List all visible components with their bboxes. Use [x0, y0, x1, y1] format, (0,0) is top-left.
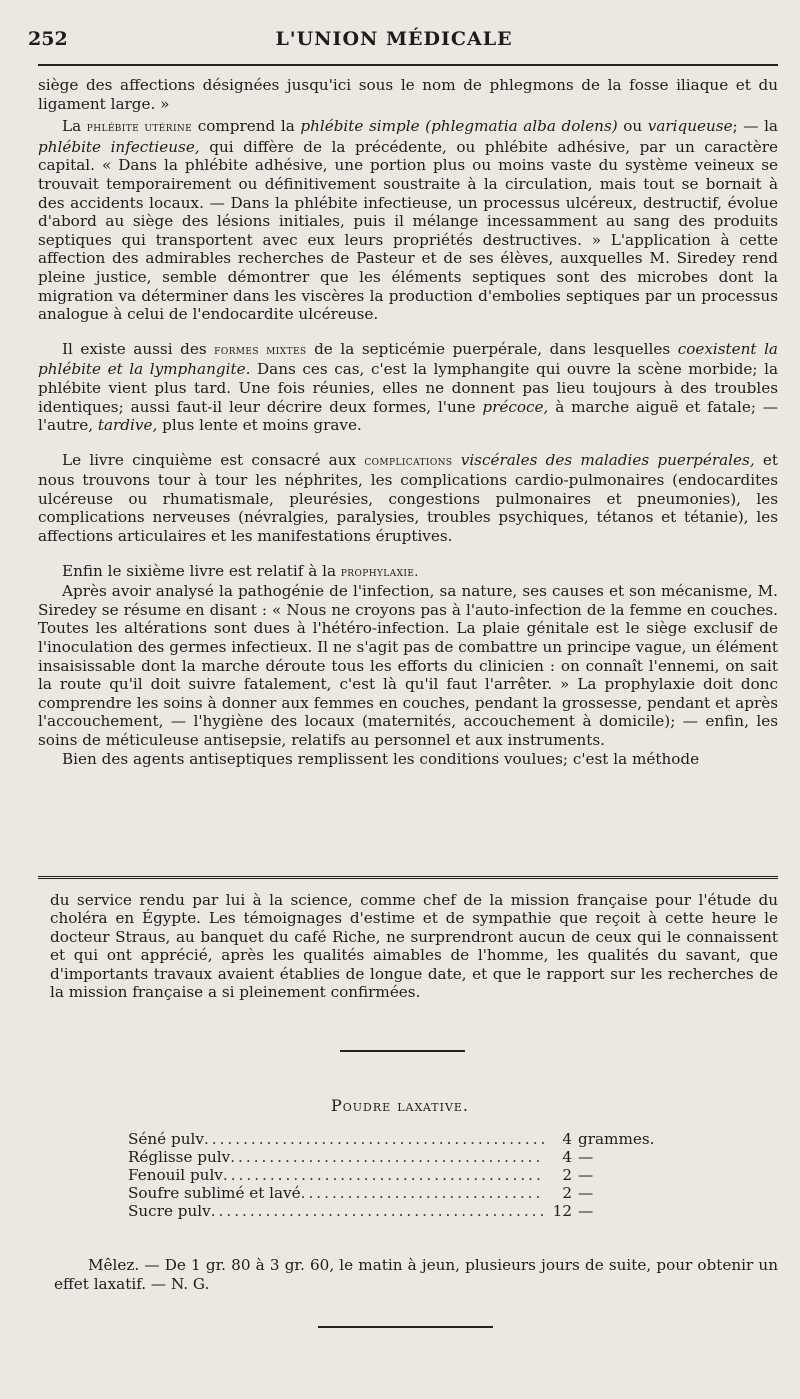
- notice-text: du service rendu par lui à la science, comme chef de la mission française pour l'étude du choléra en Égypte. Les témoignages d'estime et de sympathie que reçoit à cette heure le docteur Straus, au banquet du café Riche, ne surprendront aucun de ceux qui le connaissent et qui ont apprécié, après les qualités aimables de l'homme, les qualités du savant, que d'importants travaux avaient établies de longue date, et que le rapport sur les recherches de la mission française a si pleinement confirmées.: [50, 891, 778, 1002]
- ingredient-row: Fenouil pulv ..... 2 —: [128, 1166, 688, 1184]
- paragraph-4: Le livre cinquième est consacré aux complications viscérales des maladies puerpérales, et nous trouvons tour à tour les néphrites, les complications cardio-pulmonaires (endocardites ulcéreuse ou rhumatismale, pleurésies, congestions pulmonaires et pneumonies), les complications nerveuses (névralgies, paralysies, troubles psychiques, tétanos et tétanie), les affections articulaires et les manifestations éruptives.: [38, 450, 778, 546]
- recipe-ingredients: [128, 1130, 688, 1220]
- paragraph-7: Bien des agents antiseptiques remplissent les conditions voulues; c'est la méthode: [62, 749, 700, 768]
- paragraph-5: Enfin le sixième livre est relatif à la prophylaxie.: [62, 561, 419, 580]
- notice-end-rule: [340, 1050, 465, 1052]
- recipe-title: Poudre laxative.: [330, 1096, 470, 1115]
- ingredient-row: Réglisse pulv ..... 4 —: [128, 1148, 688, 1166]
- ingredient-row: Soufre sublimé et lavé ..... 2 —: [128, 1184, 688, 1202]
- ingredient-row: Séné pulv ..... 4 grammes.: [128, 1130, 688, 1148]
- running-title: L'UNION MÉDICALE: [275, 28, 513, 50]
- end-rule: [318, 1326, 493, 1328]
- recipe-instructions: [54, 1256, 778, 1294]
- article-body: [38, 76, 778, 768]
- instructions-text: Mêlez. — De 1 gr. 80 à 3 gr. 60, le matin à jeun, plusieurs jours de suite, pour obtenir un effet laxatif. — N. G.: [54, 1256, 778, 1293]
- section-divider: [38, 876, 778, 879]
- header-rule: [38, 64, 778, 66]
- page-number: 252: [28, 28, 68, 50]
- ingredient-row: Sucre pulv ..... 12 —: [128, 1202, 688, 1220]
- paragraph-6: Après avoir analysé la pathogénie de l'infection, sa nature, ses causes et son mécanisme, M. Siredey se résume en disant : « Nous ne croyons pas à l'auto-infection de la femme en couches. Toutes les altérations sont dues à l'hétéro-infection. La plaie génitale est le siège exclusif de l'inoculation des germes infectieux. Il ne s'agit pas de combattre un principe vague, un élément insaisissable dont la marche déroute tous les efforts du clinicien : on connaît l'ennemi, on sait la route qu'il doit suivre fatalement, c'est là qu'il faut l'arrêter. » La prophylaxie doit donc comprendre les soins à donner aux femmes en couches, pendant la grossesse, pendant et après l'accouchement, — l'hygiène des locaux (maternités, accouchement à domicile); — enfin, les soins de méticuleuse antisepsie, relatifs au personnel et aux instruments.: [38, 582, 778, 749]
- paragraph-3: Il existe aussi des formes mixtes de la septicémie puerpérale, dans lesquelles coexistent la phlébite et la lymphangite. Dans ces cas, c'est la lymphangite qui ouvre la scène morbide; la phlébite vient plus tard. Une fois réunies, elles ne donnent pas lieu toujours à des troubles identiques; aussi faut-il leur décrire deux formes, l'une précoce, à marche aiguë et fatale; — l'autre, tardive, plus lente et moins grave.: [38, 339, 778, 435]
- paragraph-1: siège des affections désignées jusqu'ici sous le nom de phlegmons de la fosse iliaque et du ligament large. »: [38, 76, 778, 113]
- paragraph-2: La phlébite utérine comprend la phlébite simple (phlegmatia alba dolens) ou variqueuse; — la phlébite infectieuse, qui diffère de la précédente, ou phlébite adhésive, par un caractère capital. « Dans la phlébite adhésive, une portion plus ou moins vaste du système veineux se trouvait temporairement ou définitivement soustraite à la circulation, mais tout se bornait à des accidents locaux. — Dans la phlébite infectieuse, un processus ulcéreux, destructif, évolue d'abord au siège des lésions initiales, puis il mélange incessamment au sang des produits septiques qui transportent avec eux leurs propriétés destructives. » L'application à cette affection des admirables recherches de Pasteur et de ses élèves, auxquelles M. Siredey rend pleine justice, semble démontrer que les éléments septiques sont des microbes dont la migration va déterminer dans les viscères la production d'embolies septiques par un processus analogue à celui de l'endocardite ulcéreuse.: [38, 117, 778, 324]
- notice-section: [50, 891, 778, 1001]
- page-header: [28, 28, 760, 58]
